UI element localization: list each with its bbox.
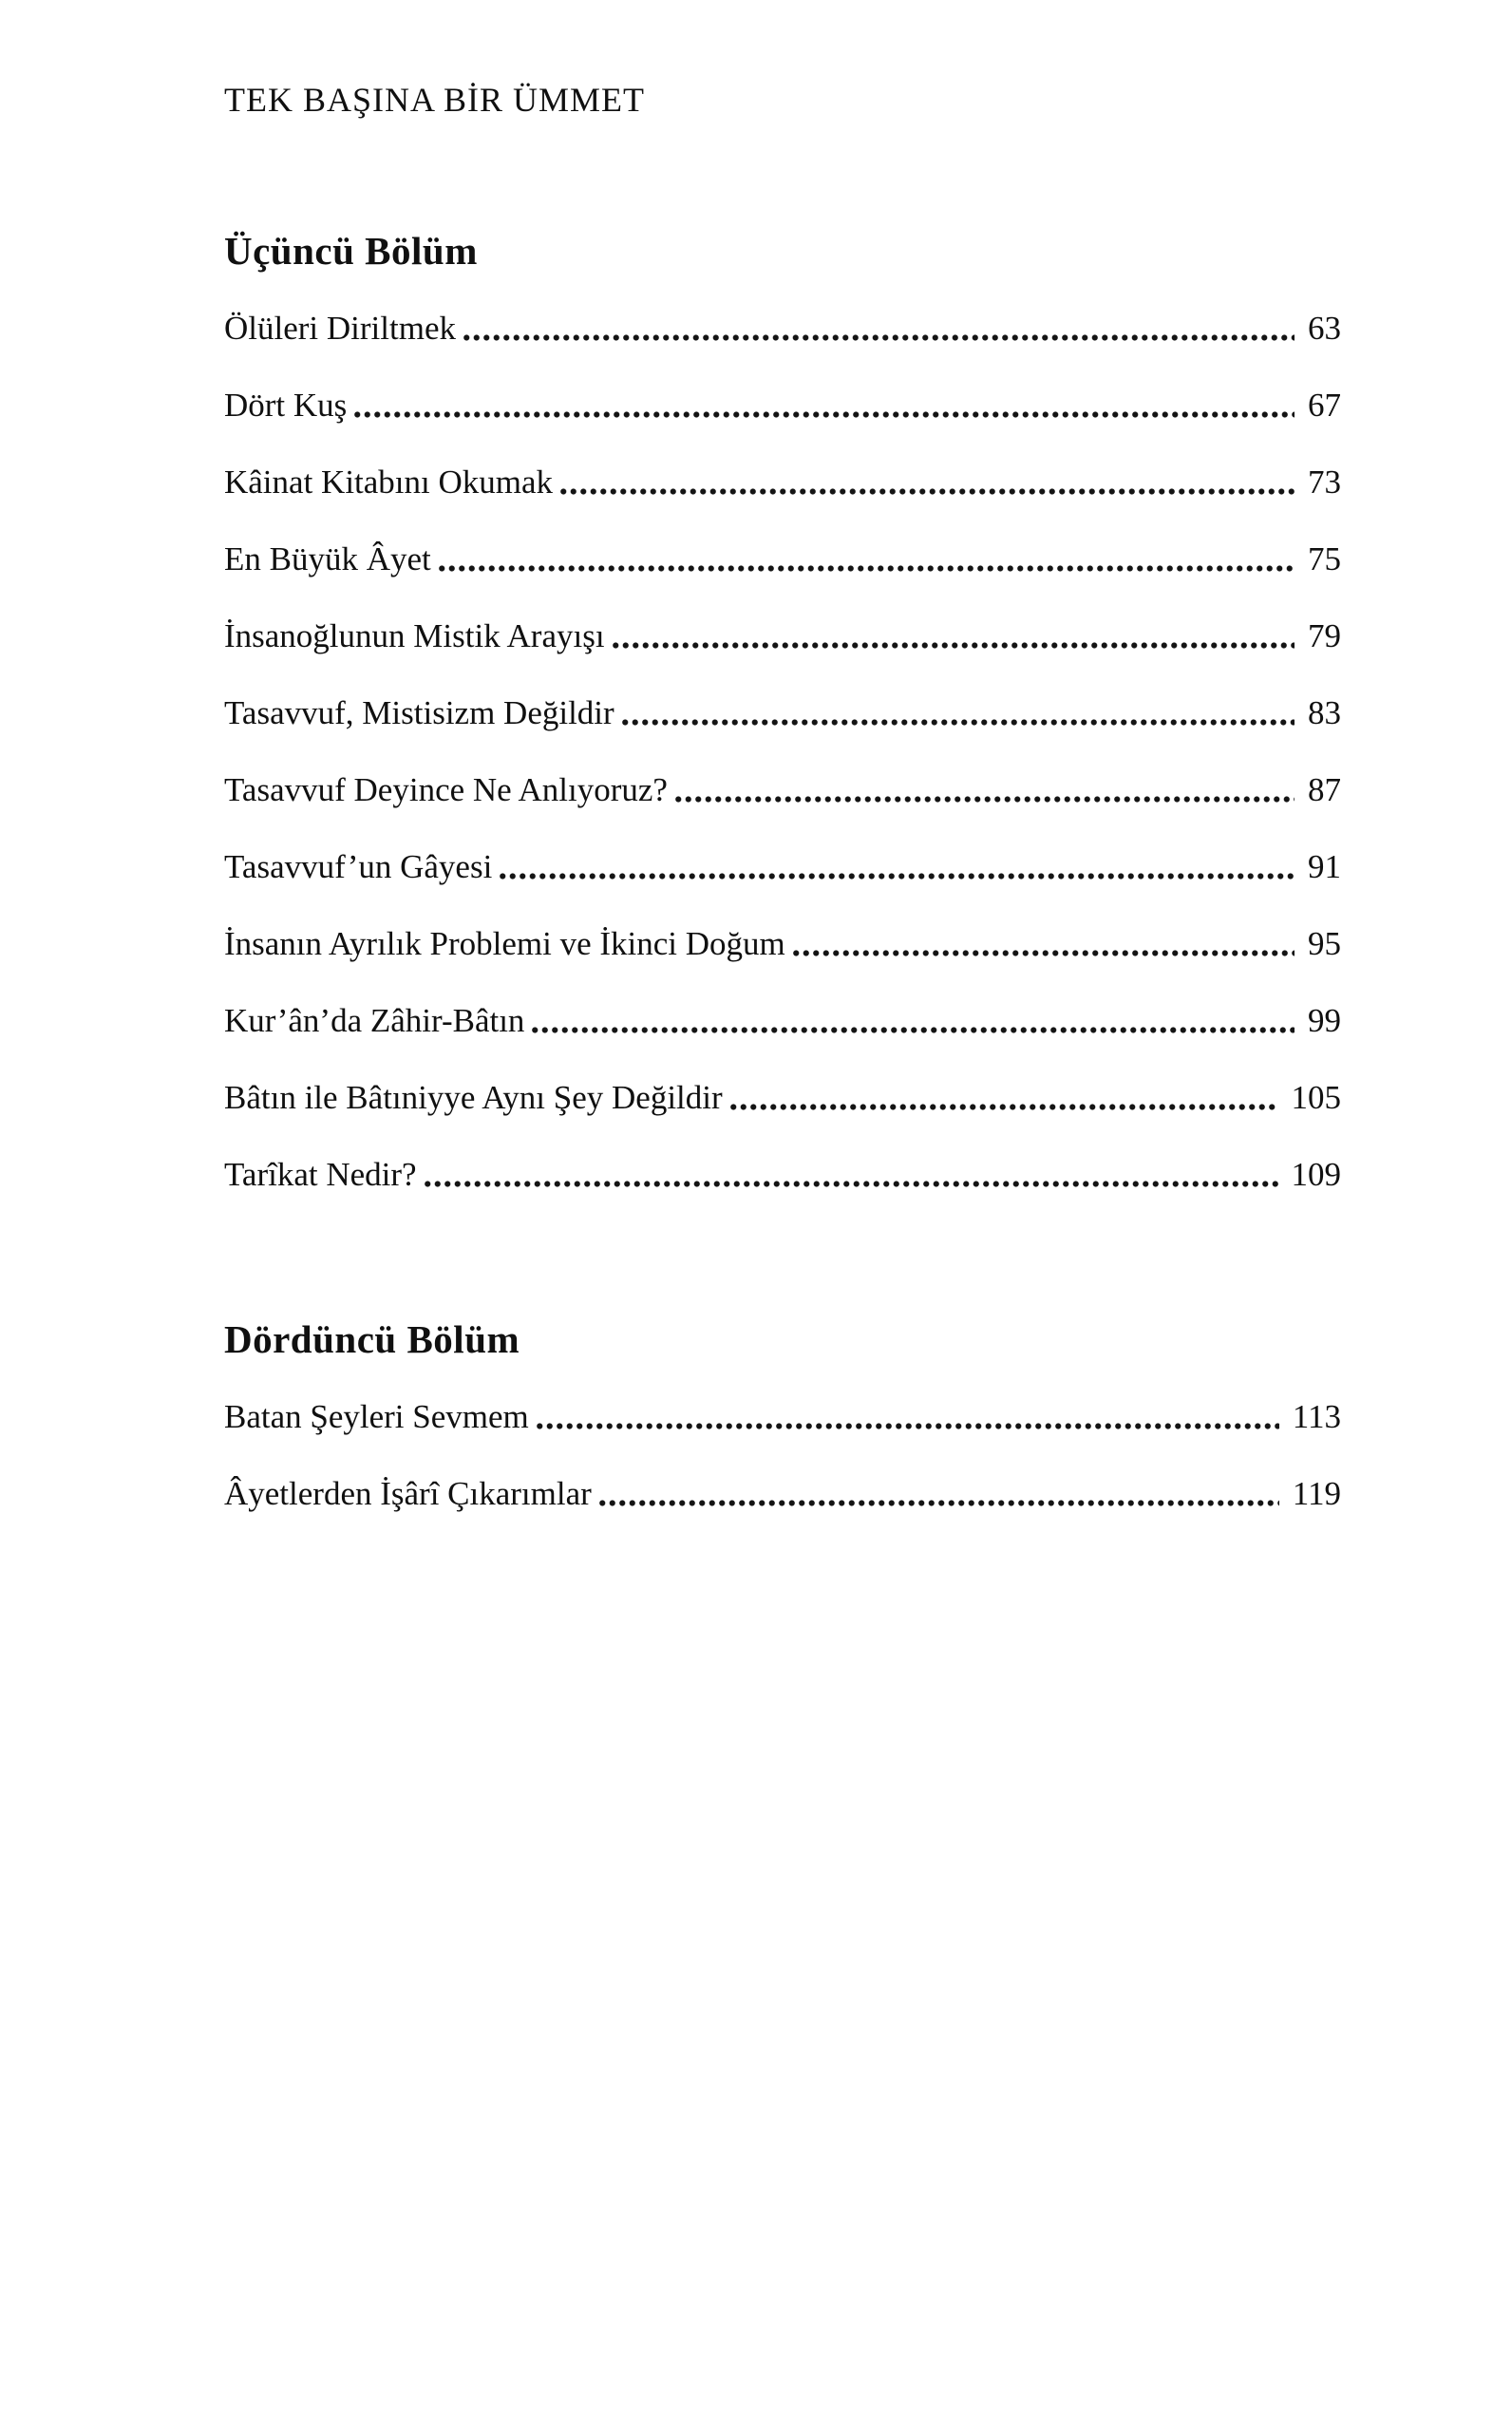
toc-entry <box>224 1455 1341 1532</box>
toc-entry <box>224 828 1341 905</box>
toc-entry-page-number: 67 <box>1308 387 1341 424</box>
running-head: TEK BAŞINA BİR ÜMMET <box>224 81 646 119</box>
dot-leader <box>462 290 1295 367</box>
toc-entry-title: Tasavvuf, Mistisizm Değildir <box>224 694 614 731</box>
toc-entry <box>224 1378 1341 1455</box>
toc-entry-title: Tasavvuf’un Gâyesi <box>224 848 493 885</box>
dot-leader <box>597 1455 1279 1532</box>
toc-entry <box>224 290 1341 367</box>
toc-entry <box>224 1059 1341 1136</box>
toc-entry <box>224 520 1341 597</box>
dot-leader <box>791 905 1295 982</box>
dot-leader <box>728 1059 1278 1136</box>
toc-entry <box>224 367 1341 444</box>
toc-entry <box>224 444 1341 520</box>
toc-entry <box>224 1136 1341 1213</box>
dot-leader <box>620 674 1295 751</box>
toc-entry-title: İnsanın Ayrılık Problemi ve İkinci Doğum <box>224 925 785 962</box>
dot-leader <box>530 982 1295 1059</box>
toc-entry-title: Tarîkat Nedir? <box>224 1156 417 1193</box>
dot-leader <box>352 367 1295 444</box>
toc-entry-title: En Büyük Âyet <box>224 540 431 577</box>
toc-entry <box>224 751 1341 828</box>
toc-entry-page-number: 99 <box>1308 1002 1341 1039</box>
toc-entry-title: Dört Kuş <box>224 387 348 424</box>
toc-entry-title: Âyetlerden İşârî Çıkarımlar <box>224 1475 592 1512</box>
toc-entry-page-number: 75 <box>1308 540 1341 577</box>
toc-entry-page-number: 83 <box>1308 694 1341 731</box>
dot-leader <box>535 1378 1279 1455</box>
dot-leader <box>423 1136 1278 1213</box>
toc-entry-list <box>224 1378 1341 1532</box>
toc-entry-title: Kur’ân’da Zâhir-Bâtın <box>224 1002 525 1039</box>
toc-entry-title: Tasavvuf Deyince Ne Anlıyoruz? <box>224 771 668 808</box>
toc-section <box>224 1301 1341 1532</box>
section-heading: Dördüncü Bölüm <box>224 1317 520 1361</box>
toc-entry-page-number: 87 <box>1308 771 1341 808</box>
toc-entry <box>224 597 1341 674</box>
dot-leader <box>498 828 1295 905</box>
toc-entry-page-number: 95 <box>1308 925 1341 962</box>
dot-leader <box>611 597 1295 674</box>
toc-entry <box>224 905 1341 982</box>
toc-entry-page-number: 91 <box>1308 848 1341 885</box>
toc-entry-page-number: 109 <box>1291 1156 1341 1193</box>
table-of-contents <box>224 213 1341 1532</box>
toc-entry-title: Batan Şeyleri Sevmem <box>224 1398 529 1435</box>
toc-entry-page-number: 63 <box>1308 310 1341 347</box>
section-heading: Üçüncü Bölüm <box>224 229 478 273</box>
toc-section <box>224 213 1341 1213</box>
toc-entry-list <box>224 290 1341 1213</box>
toc-entry-title: Ölüleri Diriltmek <box>224 310 456 347</box>
toc-entry-page-number: 73 <box>1308 464 1341 501</box>
toc-entry <box>224 982 1341 1059</box>
dot-leader <box>673 751 1295 828</box>
toc-entry-page-number: 105 <box>1291 1079 1341 1116</box>
toc-entry <box>224 674 1341 751</box>
toc-entry-page-number: 119 <box>1292 1475 1341 1512</box>
dot-leader <box>558 444 1295 520</box>
dot-leader <box>437 520 1295 597</box>
toc-entry-title: İnsanoğlunun Mistik Arayışı <box>224 617 605 654</box>
toc-entry-title: Bâtın ile Bâtıniyye Aynı Şey Değildir <box>224 1079 723 1116</box>
toc-entry-page-number: 79 <box>1308 617 1341 654</box>
toc-entry-title: Kâinat Kitabını Okumak <box>224 464 554 501</box>
toc-entry-page-number: 113 <box>1292 1398 1341 1435</box>
